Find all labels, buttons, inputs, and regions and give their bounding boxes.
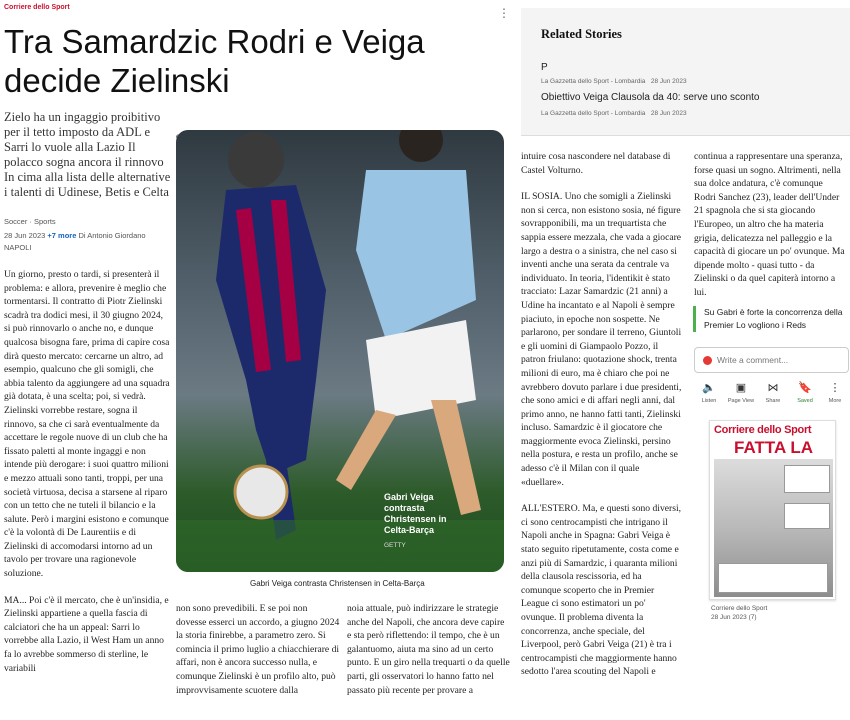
listen-button[interactable]	[694, 382, 724, 404]
paragraph: noia attuale, può indirizzare le strategie anche del Napoli, che ancora deve capire e sta però riflettendo: il tempo, che è un galantuomo, aiuta ma sino ad un certo punto. E un giro nella trequarti o da quelle parti, gli osservatori lo hanno fatto nel passato più recente per provare a	[347, 603, 510, 696]
more-button[interactable]	[820, 382, 850, 404]
listen-label: Listen	[701, 398, 717, 404]
article-date: 28 Jun 2023	[4, 231, 46, 240]
cover-date	[711, 613, 767, 622]
publication-logo[interactable]: Corriere dello Sport	[4, 4, 70, 11]
article-summary: Zielo ha un ingaggio proibitivo per il tetto imposto da ADL e Sarri lo vuole alla Lazio Il polacco sogna ancora il rinnovo In cima alla lista delle alternative i talenti di Udinese, Betis e Celta	[4, 110, 171, 199]
newspaper-cover-thumbnail[interactable]	[709, 420, 836, 600]
speaker-icon: 🔈	[702, 382, 716, 394]
bookmark-icon: 🔖	[798, 382, 812, 394]
paragraph: intuire cosa nascondere nel database di Castel Volturno.	[521, 151, 671, 176]
related-story-date: 28 Jun 2023	[650, 110, 687, 117]
related-story-source: La Gazzetta dello Sport - Lombardia	[541, 78, 646, 85]
related-story-source: La Gazzetta dello Sport - Lombardia	[541, 110, 646, 117]
paragraph: Un giorno, presto o tardi, si presenterà il problema: e allora, prevenire è meglio che tormentarsi. Il contratto di Piotr Zielinski scadrà tra dodici mesi, il 30 giugno 2024, si può rinnovarlo o anche no, e dunque qualcosa bisogna fare, prima di capire cosa dirà questo mercato: cercarne un altro, ad esempio, qualcuno che gli somigli, che abbia talento da aggiungere ad una squadra già dotata, è una scelta; poi, si vedrà. Zielinski vorrebbe restare, sogna il rinnovo, sa che ci sarà eventualmente da accettare le regole nuove di un club che ha fissato paletti al monte ingaggi e non intende più derogare: i suoi quattro milioni e mezzo attuali sono tanti, troppi, per una società virtuosa, decisa a starsene al riparo con un tetto che ne tuteli il bilancio e la salute. Però i margini esistono e comunque c'è la volontà di De Laurentiis e di Zielinski di accomodarsi intorno ad un tavolo per trovare una ragionevole soluzione.	[4, 269, 170, 580]
photo-caption: Gabri Veiga contrasta Christensen in Celta-Barça	[250, 579, 425, 588]
cover-date-text: 28 Jun 2023	[711, 614, 747, 621]
photo-overlay-caption: Gabri Veiga contrasta Christensen in Celta-Barça	[384, 492, 447, 535]
cover-photo	[714, 459, 833, 597]
article-headline: Tra Samardzic Rodri e Veiga decide Zielinski	[4, 23, 425, 99]
related-story-meta	[541, 110, 687, 117]
page-view-label: Page View	[727, 398, 755, 404]
cover-meta	[711, 604, 767, 622]
article-city: NAPOLI	[4, 243, 32, 252]
comment-input[interactable]	[694, 347, 849, 373]
article-column-4	[521, 150, 683, 692]
avatar-icon	[703, 356, 712, 365]
cover-count: (7)	[748, 614, 757, 621]
article-byline	[4, 231, 146, 240]
article-action-bar	[694, 382, 850, 408]
paragraph: MA... Poi c'è il mercato, che è un'insidia, e Zielinski appartiene a quella fascia di calciatori che ha un appeal: Sarri lo vorrebbe alla Lazio, il West Ham un anno fa lo avrebbe sommerso di sterline, le variabili	[4, 594, 169, 674]
article-column-1	[4, 268, 170, 688]
related-stories-title: Related Stories	[541, 27, 622, 41]
more-options-icon[interactable]: ⋮	[498, 6, 510, 20]
page-view-icon: ▣	[735, 382, 747, 394]
article-section: Soccer · Sports	[4, 217, 56, 226]
cover-publication: Corriere dello Sport	[711, 605, 768, 612]
comment-placeholder: Write a comment...	[717, 355, 789, 365]
related-story-title[interactable]: Obiettivo Veiga Clausola da 40: serve uno sconto	[541, 92, 760, 103]
page-view-button[interactable]	[726, 382, 756, 404]
photo-credit: GETTY	[384, 542, 406, 549]
related-story-title[interactable]: P	[541, 62, 548, 73]
related-stories-panel	[521, 8, 850, 136]
cover-box	[784, 503, 830, 529]
cover-headline: FATTA LA	[734, 438, 813, 457]
more-label: More	[828, 398, 842, 404]
cover-masthead: Corriere dello Sport	[714, 424, 812, 436]
more-sources-link[interactable]: +7 more	[47, 231, 77, 240]
share-label: Share	[765, 398, 781, 404]
paragraph: IL SOSIA. Uno che somigli a Zielinski non si cerca, non esistono sosia, né figure sovrapponibili, ma un trequartista che sappia essere mezzala, che vada a giocare largo a destra o a sinistra, che nel caso si inventi anche una serata da centrale va individuato. In teoria, l'identikit è stato tracciato: Lazar Samardzic (21 anni) a Udine ha incantato e al Napoli è sempre piaciuto, in epoche non sospette. Ne parlarono, per sondare il terreno, Giuntoli e gli uomini di Giampaolo Pozzo, il patron friulano: quotazione shock, trenta milioni di euro, ma è chiaro che poi ne avrebbero dovuto parlare i due presidenti, che sono amici e di affari negli anni, dal primo anno, ne hanno fatti tanti, Zielinski incluso. Samardzic è il giocatore che maggiormente evoca Zielinski, persino nella postura, e resta un profilo, anche se adesso c'è il Milan con il quale «duellare».	[521, 191, 682, 488]
related-article-link[interactable]: Su Gabri è forte la concorrenza della Premier Lo vogliono i Reds	[693, 306, 843, 332]
related-story-date: 28 Jun 2023	[650, 78, 687, 85]
article-column-5	[694, 150, 846, 313]
cover-box	[784, 465, 830, 493]
paragraph: ALL'ESTERO. Ma, e questi sono diversi, ci sono centrocampisti che intrigano il Napoli anche in Spagna: Gabri Veiga è stato seguito ripetutamente, costa come e anzi più di Samardzic, i quaranta milioni della clausola rescissoria, ed ha comunque scoperto che in Premier League ci sono estimatori un po' ovunque. Il problema diventa la concorrenza, anche speciale, del Liverpool, però Gabri Veiga (21) è tra i centrocampisti che maggiormente hanno sedotto l'area scouting del Napoli e	[521, 503, 682, 678]
article-author: Di Antonio Giordano	[78, 231, 146, 240]
paragraph: continua a rappresentare una speranza, forse quasi un sogno. Altrimenti, nella sua dolce andatura, c'è comunque Rodri Sanchez (23), leader dell'Under 21 spagnola che si sta giocando l'Europeo, un altro che ha materia grigia, delicatezza nel palleggio e la capacità di giocare un po' ovunque. Ma dipende molto - quasi tutto - da Zielinski o da quel capiterà intorno a lui.	[694, 151, 845, 298]
paragraph: non sono prevedibili. E se poi non dovesse esserci un accordo, a giugno 2024 la storia finirebbe, a parametro zero. Si comincia il primo luglio a chiacchierare di affari, non è ancora successo nulla, e comunque Zielinski è un profilo alto, può improvvisamente scuotere dalla	[176, 603, 340, 696]
share-icon: ⋈	[767, 382, 779, 394]
more-vert-icon: ⋮	[829, 382, 841, 394]
article-column-2	[176, 602, 340, 710]
cover-box	[718, 563, 828, 593]
share-button[interactable]	[758, 382, 788, 404]
article-column-3	[347, 602, 511, 710]
saved-button[interactable]	[790, 382, 820, 404]
related-story-meta	[541, 78, 687, 85]
saved-label: Saved	[797, 398, 813, 404]
